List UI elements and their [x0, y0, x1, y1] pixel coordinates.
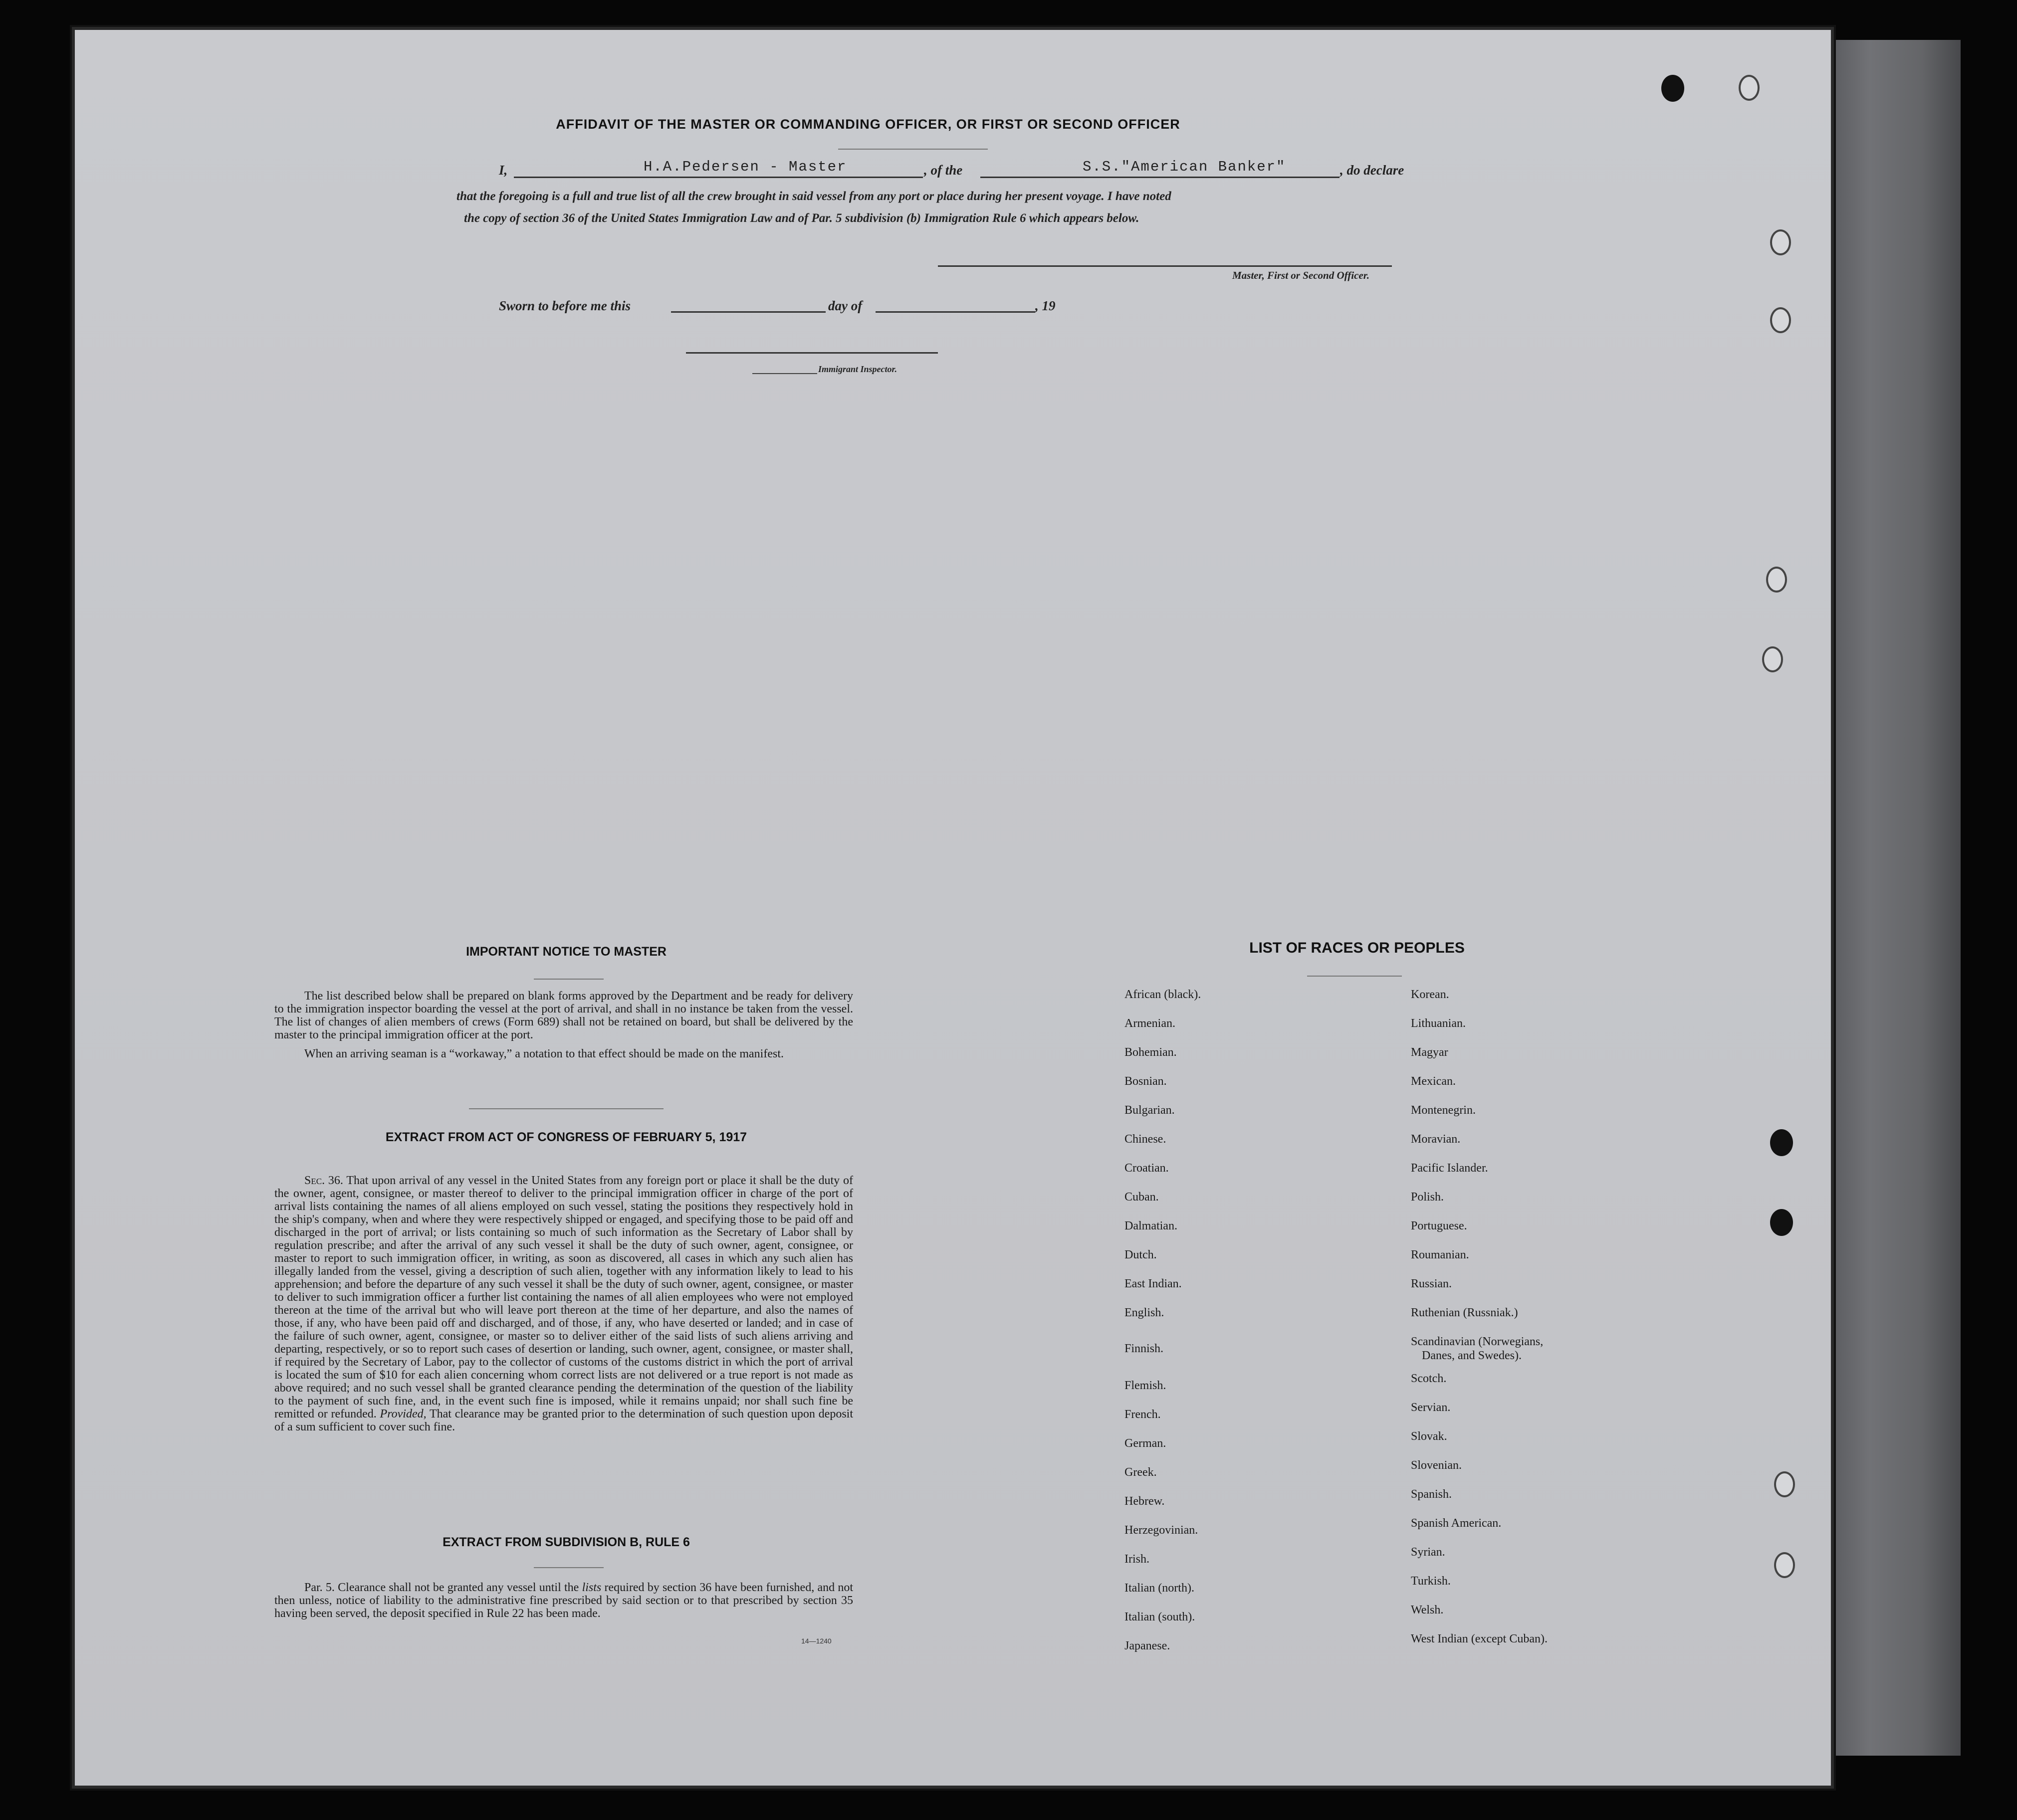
race-item: Montenegrin. — [1411, 1104, 1476, 1117]
race-item: Dutch. — [1124, 1248, 1157, 1261]
race-item: French. — [1124, 1408, 1161, 1421]
race-item: Lithuanian. — [1411, 1017, 1466, 1030]
divider — [534, 1567, 604, 1568]
notice-para2: When an arriving seaman is a “workaway,” a notation to that effect should be made on the manifest. — [304, 1047, 784, 1060]
race-item: Hebrew. — [1124, 1495, 1165, 1508]
punch-hole — [1774, 1552, 1795, 1578]
notice-heading: IMPORTANT NOTICE TO MASTER — [466, 945, 667, 959]
race-item: Croatian. — [1124, 1162, 1169, 1175]
race-item: Scandinavian (Norwegians, Danes, and Swedes). — [1411, 1335, 1670, 1372]
race-item: Japanese. — [1124, 1639, 1170, 1652]
race-item: Scotch. — [1411, 1372, 1447, 1385]
i-label: I, — [499, 163, 508, 178]
act-body — [274, 1174, 853, 1433]
divider — [534, 979, 604, 980]
divider — [838, 149, 988, 150]
race-item: Pacific Islander. — [1411, 1162, 1488, 1175]
race-item: Servian. — [1411, 1401, 1451, 1414]
race-item: Portuguese. — [1411, 1219, 1467, 1232]
race-item: Armenian. — [1124, 1017, 1175, 1030]
race-item: Moravian. — [1411, 1133, 1461, 1146]
race-item: Spanish. — [1411, 1488, 1452, 1501]
race-item: Irish. — [1124, 1553, 1149, 1566]
race-item: Herzegovinian. — [1124, 1524, 1198, 1537]
race-item-continuation: Danes, and Swedes). — [1422, 1349, 1522, 1362]
punch-hole — [1766, 567, 1787, 593]
rule-body — [274, 1581, 853, 1620]
race-item: Russian. — [1411, 1277, 1452, 1290]
punch-hole — [1762, 646, 1783, 672]
race-item: Bohemian. — [1124, 1046, 1177, 1059]
punch-hole — [1770, 1209, 1793, 1236]
punch-hole — [1774, 1471, 1795, 1497]
race-item: Greek. — [1124, 1466, 1157, 1479]
race-item: Finnish. — [1124, 1342, 1164, 1355]
of-the-label: , of the — [924, 163, 963, 178]
inspector-caption: Immigrant Inspector. — [818, 364, 897, 374]
rule-lists-word: lists — [582, 1581, 602, 1594]
act-sec-label: Sec. 36. — [304, 1174, 343, 1187]
sworn-month-line[interactable] — [876, 311, 1035, 313]
race-item: West Indian (except Cuban). — [1411, 1632, 1548, 1645]
vessel-name-field[interactable]: S.S."American Banker" — [1083, 159, 1286, 175]
day-of-label: day of — [828, 298, 863, 313]
act-body-text: That upon arrival of any vessel in the United States from any foreign port or place it shall be the duty of the owner, agent, consignee, or master thereof to deliver to the principal immigration officer in charge of the port of arrival lists containing the names of all aliens employed on such vessel, stating the positions they respectively hold in the ship's company, when and where they were respectively shipped or engaged, and specifying those to be paid off and discharged in the port of arrival; or lists containing so much of such information as the Secretary of Labor shall by regulation prescribe; and after the arrival of any such vessel it shall be the duty of such owner, agent, consignee, or master to report to such immigration officer, in writing, as soon as discovered, all cases in which any such alien has illegally landed from the vessel, giving a description of such alien, together with any information likely to lead to his apprehension; and before the departure of any such vessel it shall be the duty of such owner, agent, consignee, or master to deliver to such immigration officer a further list containing the names of all alien employees who were not employed thereon at the time of the arrival but who will leave port thereon at the time of her departure, and also the names of those, if any, who have been paid off and discharged, and of those, if any, who have deserted or landed; and in case of the failure of such owner, agent, consignee, or master so to deliver either of the said lists of such aliens arriving and departing, respectively, or so to report such cases of desertion or landing, such owner, agent, consignee, or master shall, if required by the Secretary of Labor, pay to the collector of customs of the customs district in which the port of arrival is located the sum of $10 for each alien concerning whom correct lists are not delivered or a true report is not made as above required; and no such vessel shall be granted clearance pending the determination of the question of the liability to the payment of such fine, and, in the event such fine is imposed, while it remains unpaid; nor shall such fine be remitted or refunded. — [274, 1174, 853, 1420]
race-item: Ruthenian (Russniak.) — [1411, 1306, 1518, 1319]
sworn-label: Sworn to before me this — [499, 298, 631, 313]
rule-body-start: Par. 5. Clearance shall not be granted any vessel until the — [304, 1581, 579, 1594]
rule-heading: EXTRACT FROM SUBDIVISION B, RULE 6 — [443, 1535, 690, 1549]
races-right-column — [1411, 988, 1670, 1661]
punch-hole — [1661, 75, 1684, 102]
race-item: Slovak. — [1411, 1430, 1447, 1443]
race-item: Slovenian. — [1411, 1459, 1462, 1472]
race-item: East Indian. — [1124, 1277, 1182, 1290]
race-item: Syrian. — [1411, 1546, 1445, 1559]
punch-hole — [1770, 1129, 1793, 1156]
race-item: Italian (north). — [1124, 1582, 1194, 1595]
race-item: Spanish American. — [1411, 1517, 1502, 1530]
race-item: Polish. — [1411, 1191, 1444, 1204]
race-item: Mexican. — [1411, 1075, 1456, 1088]
rule-body-end: required by section 36 have been furnished, and not then unless, notice of liability to the administrative fine prescribed by said section or to that prescribed by section 35 having been served, the deposit specified in Rule 22 has been made. — [274, 1581, 854, 1620]
race-item: Turkish. — [1411, 1575, 1451, 1588]
races-left-column — [1124, 988, 1384, 1668]
notice-para1: The list described below shall be prepared on blank forms approved by the Department and be ready for delivery to the immigration inspector boarding the vessel at the port of arrival, and shall in no instance be taken from the vessel. The list of changes of alien members of crews (Form 689) shall not be retained on board, but shall be delivered by the master to the principal immigration officer at the port. — [274, 990, 853, 1041]
punch-hole — [1770, 307, 1791, 333]
sworn-day-line[interactable] — [671, 311, 826, 313]
divider — [1307, 976, 1402, 977]
divider — [469, 1108, 664, 1109]
statement-line2: the copy of section 36 of the United States Immigration Law and of Par. 5 subdivision (b) Immigration Rule 6 which appears below. — [464, 211, 1139, 225]
races-heading: LIST OF RACES OR PEOPLES — [1249, 940, 1465, 956]
race-item: Chinese. — [1124, 1133, 1166, 1146]
act-provided-label: Provided, — [380, 1408, 427, 1420]
punch-hole — [1739, 75, 1760, 101]
race-item: Roumanian. — [1411, 1248, 1469, 1261]
do-declare-label: , do declare — [1340, 163, 1404, 178]
race-item: Flemish. — [1124, 1379, 1166, 1392]
year-label: , 19 — [1035, 298, 1056, 313]
race-item: Magyar — [1411, 1046, 1448, 1059]
page-edge-shadow — [1831, 40, 1961, 1756]
master-name-line — [514, 177, 923, 178]
race-item: African (black). — [1124, 988, 1201, 1001]
race-item: Bosnian. — [1124, 1075, 1167, 1088]
race-item: Welsh. — [1411, 1604, 1444, 1617]
race-item: Bulgarian. — [1124, 1104, 1175, 1117]
act-heading: EXTRACT FROM ACT OF CONGRESS OF FEBRUARY 5, 1917 — [385, 1130, 747, 1144]
race-item: Cuban. — [1124, 1191, 1159, 1204]
divider — [752, 373, 817, 374]
race-item: German. — [1124, 1437, 1166, 1450]
race-item: English. — [1124, 1306, 1164, 1319]
race-item: Italian (south). — [1124, 1611, 1195, 1623]
master-signature-line[interactable] — [938, 265, 1392, 267]
punch-hole — [1770, 229, 1791, 255]
form-number: 14—1240 — [801, 1637, 832, 1645]
inspector-signature-line[interactable] — [686, 352, 938, 354]
vessel-name-line — [980, 177, 1340, 178]
act-provided-text: That clearance may be granted prior to the determination of such question upon deposit of a sum sufficient to cover such fine. — [274, 1408, 853, 1433]
master-name-field[interactable]: H.A.Pedersen - Master — [644, 159, 847, 175]
race-item: Korean. — [1411, 988, 1449, 1001]
race-item: Dalmatian. — [1124, 1219, 1177, 1232]
signature-caption: Master, First or Second Officer. — [1232, 269, 1369, 281]
notice-body — [274, 990, 853, 1060]
affidavit-title: AFFIDAVIT OF THE MASTER OR COMMANDING OFFICER, OR FIRST OR SECOND OFFICER — [556, 117, 1180, 132]
statement-line1: that the foregoing is a full and true list of all the crew brought in said vessel from any port or place during her present voyage. I have noted — [456, 190, 1171, 203]
